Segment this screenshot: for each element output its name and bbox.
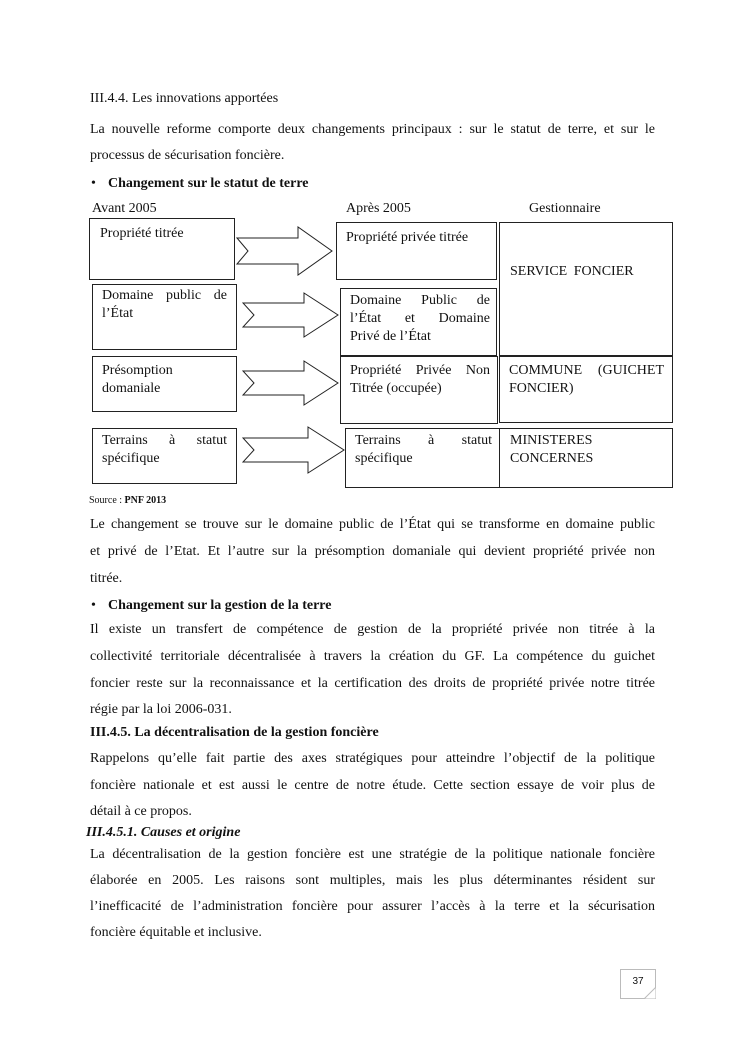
column-header-before-2005: Avant 2005 <box>92 201 157 216</box>
paragraph-2-line-2: et privé de l’Etat. Et l’autre sur la présomption domaniale qui devient propriété privée non <box>90 544 655 559</box>
paragraph-4-line-2: foncière nationale et est aussi le centre de notre étude. Cette section essaye de voir plus de <box>90 778 655 793</box>
section-heading-3-4-4: III.4.4. Les innovations apportées <box>90 91 279 106</box>
section-heading-3-4-5-1: III.4.5.1. Causes et origine <box>86 825 241 840</box>
paragraph-4-line-3: détail à ce propos. <box>90 804 192 819</box>
box-after-specific-land <box>345 428 500 488</box>
paragraph-3-line-3: foncier reste sur la reconnaissance et la certification des droits de propriété privée notre titrée <box>90 676 655 691</box>
box-text-line: FONCIER) <box>509 381 574 396</box>
paragraph-5-line-4: foncière équitable et inclusive. <box>90 925 262 940</box>
paragraph-3-line-1: Il existe un transfert de compétence de gestion de la propriété privée non titrée à la <box>90 622 655 637</box>
box-after-private-titled <box>336 222 497 280</box>
box-text-line: l’État <box>102 306 134 321</box>
box-text-line: Terrains à statut <box>102 433 227 448</box>
arrow-right-icon <box>242 292 340 338</box>
paragraph-3-line-4: régie par la loi 2006-031. <box>90 702 232 717</box>
bullet-dot-icon: • <box>91 598 96 613</box>
page-number-text: 37 <box>632 976 644 987</box>
box-before-public-domain <box>92 284 237 350</box>
paragraph-5-line-1: La décentralisation de la gestion foncière est une stratégie de la politique nationale foncière <box>90 847 655 862</box>
box-before-titled-property <box>89 218 235 280</box>
arrow-right-icon <box>242 360 340 406</box>
box-text-line: Privé de l’État <box>350 329 431 344</box>
diagram-source <box>89 491 166 511</box>
box-text: SERVICE FONCIER <box>510 264 634 279</box>
box-text-line: MINISTERES <box>510 433 593 448</box>
section-heading-3-4-5: III.4.5. La décentralisation de la gestion foncière <box>90 725 379 740</box>
source-value: PNF 2013 <box>124 495 167 506</box>
box-text: Propriété titrée <box>100 226 184 241</box>
box-after-public-private-domain <box>340 288 497 356</box>
box-text-line: Présomption <box>102 363 173 378</box>
column-header-manager: Gestionnaire <box>529 201 601 216</box>
page-curl-icon <box>644 987 656 999</box>
box-text-line: COMMUNE (GUICHET <box>509 363 664 378</box>
box-text-line: spécifique <box>355 451 413 466</box>
bullet-heading-land-management: Changement sur la gestion de la terre <box>108 598 332 613</box>
box-text-line: Domaine public de <box>102 288 227 303</box>
box-before-domain-presumption <box>92 356 237 412</box>
box-text: Propriété privée titrée <box>346 230 469 245</box>
paragraph-1-line-2: processus de sécurisation foncière. <box>90 148 285 163</box>
paragraph-3-line-2: collectivité territoriale décentralisée à travers la création du GF. La compétence du guichet <box>90 649 655 664</box>
bullet-heading-land-status: Changement sur le statut de terre <box>108 176 309 191</box>
box-manager-land-service <box>499 222 673 356</box>
box-before-specific-land <box>92 428 237 484</box>
paragraph-1-line-1: La nouvelle reforme comporte deux changements principaux : sur le statut de terre, et sur le <box>90 122 655 137</box>
page-number <box>620 969 656 999</box>
box-manager-ministries <box>499 428 673 488</box>
arrow-right-icon <box>242 426 346 474</box>
box-after-private-untitled <box>340 356 498 424</box>
box-text-line: domaniale <box>102 381 161 396</box>
source-label: Source : <box>89 495 125 506</box>
column-header-after-2005: Après 2005 <box>346 201 411 216</box>
box-manager-commune <box>499 356 673 423</box>
box-text-line: Propriété Privée Non <box>350 363 490 378</box>
paragraph-5-line-3: l’inefficacité de l’administration foncière pour assurer l’accès à la terre et la sécurisation <box>90 899 655 914</box>
paragraph-4-line-1: Rappelons qu’elle fait partie des axes stratégiques pour atteindre l’objectif de la politique <box>90 751 655 766</box>
box-text-line: Terrains à statut <box>355 433 492 448</box>
arrow-right-icon <box>236 226 334 276</box>
paragraph-5-line-2: élaborée en 2005. Les raisons sont multiples, mais les plus déterminantes résident sur <box>90 873 655 888</box>
box-text-line: l’État et Domaine <box>350 311 490 326</box>
box-text-line: spécifique <box>102 451 160 466</box>
box-text-line: Titrée (occupée) <box>350 381 442 396</box>
box-text-line: CONCERNES <box>510 451 594 466</box>
bullet-dot-icon: • <box>91 176 96 191</box>
box-text-line: Domaine Public de <box>350 293 490 308</box>
paragraph-2-line-1: Le changement se trouve sur le domaine public de l’État qui se transforme en domaine public <box>90 517 655 532</box>
paragraph-2-line-3: titrée. <box>90 571 123 586</box>
